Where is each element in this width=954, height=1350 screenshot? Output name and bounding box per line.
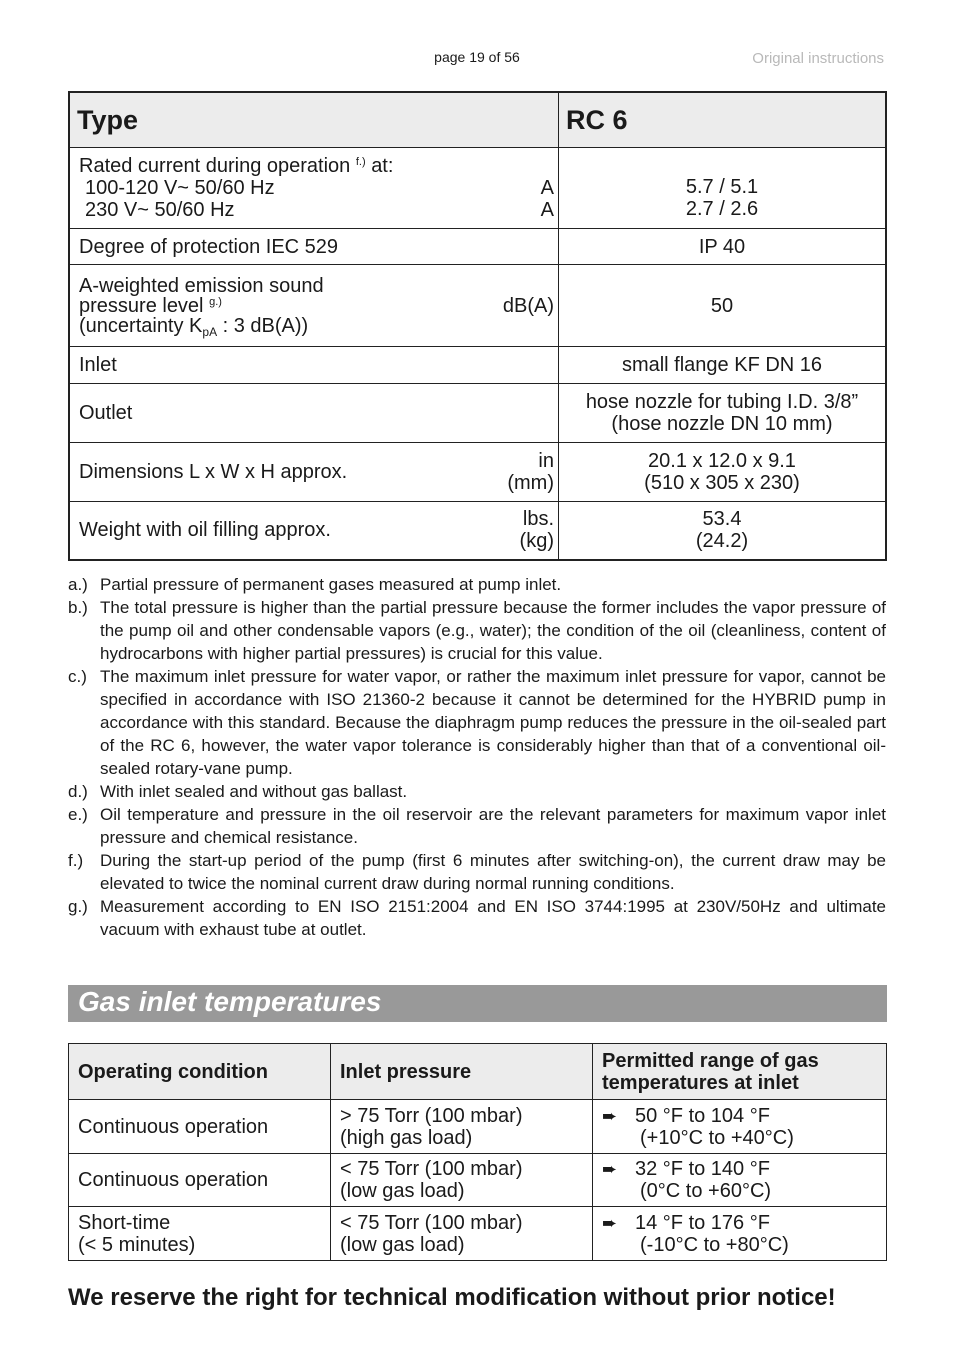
footnotes — [68, 573, 886, 941]
spec-row-dimensions: Dimensions L x W x H approx. in (mm) 20.1 x 12.0 x 9.1 (510 x 305 x 230) — [69, 443, 886, 502]
spec-table — [68, 91, 887, 561]
table-row: Continuous operation > 75 Torr (100 mbar) (high gas load) ➨ 50 °F to 104 °F (+10°C to +40°C) — [69, 1100, 887, 1154]
spec-header-row — [69, 92, 886, 148]
spec-row-protection: Degree of protection IEC 529 IP 40 — [69, 229, 886, 265]
spec-row-rated-current: Rated current during operation $^{f.)}$ at: 100-120 V~ 50/60 Hz A 230 V~ 50/60 Hz A 5.7 / 5.1 2.7 / 2.6 — [69, 148, 886, 229]
rated-current-label: Rated current during operation — [79, 155, 351, 177]
table-row: Short-time (< 5 minutes) < 75 Torr (100 mbar) (low gas load) ➨ 14 °F to 176 °F (-10°C to +80°C) — [69, 1207, 887, 1261]
rated-current-value-1: 5.7 / 5.1 — [685, 176, 759, 198]
footnote-e: e.) Oil temperature and pressure in the oil reservoir are the relevant parameters for maximum vapor inlet pressure and chemical resistance. — [68, 805, 886, 847]
rated-current-value-2: 2.7 / 2.6 — [685, 198, 759, 220]
doc-type-label: Original instructions — [752, 50, 884, 67]
gas-header-row: Operating condition Inlet pressure Permitted range of gas temperatures at inlet — [69, 1044, 887, 1100]
spec-row-sound: A-weighted emission sound pressure level $^{g.)}$ (uncertainty $K_{pA}$ : 3 dB(A)) dB(A) 50 — [69, 265, 886, 347]
section-heading-bar — [68, 985, 887, 1022]
spec-row-inlet: Inlet small flange KF DN 16 — [69, 347, 886, 384]
footnote-d: d.) With inlet sealed and without gas ballast. — [68, 782, 408, 801]
footnote-a: a.) Partial pressure of permanent gases measured at pump inlet. — [68, 575, 562, 594]
spec-row-weight: Weight with oil filling approx. lbs. (kg) 53.4 (24.2) — [69, 502, 886, 560]
footnote-g: g.) Measurement according to EN ISO 2151:2004 and EN ISO 3744:1995 at 230V/50Hz and ultimate vacuum with exhaust tube at outlet. — [68, 897, 886, 939]
type-header: Type — [69, 92, 559, 148]
inlet-value: small flange KF DN 16 — [559, 347, 887, 384]
section-title: Gas inlet temperatures — [78, 986, 382, 1017]
footnote-c: c.) The maximum inlet pressure for water vapor, or rather the maximum inlet pressure for vapor, cannot be specified in accordance with ISO 21360-2 because it cannot be determined for the HYBRID pump in accordance with this standard. Because the diaphragm pump reduces the pressure in the oil-sealed part of the RC 6, however, the water vapor tolerance is considerably higher than that of a conventional oil-sealed rotary-vane pump. — [68, 667, 886, 778]
arrow-icon: ➨ — [602, 1159, 618, 1179]
modification-notice: We reserve the right for technical modification without prior notice! — [68, 1284, 836, 1311]
arrow-icon: ➨ — [602, 1105, 618, 1126]
protection-value: IP 40 — [559, 229, 887, 265]
sound-value: 50 — [559, 265, 887, 347]
spec-row-outlet: Outlet hose nozzle for tubing I.D. 3/8” (hose nozzle DN 10 mm) — [69, 384, 886, 443]
gas-temperature-table — [68, 1043, 887, 1261]
model-header: RC 6 — [559, 92, 887, 148]
arrow-icon: ➨ — [602, 1212, 618, 1233]
table-row: Continuous operation < 75 Torr (100 mbar) (low gas load) ➨ 32 °F to 140 °F (0°C to +60°C) — [69, 1154, 887, 1207]
footnote-b: b.) The total pressure is higher than the partial pressure because the former includes the vapor pressure of the pump oil and other condensable vapors (e.g., water); the condition of the oil (cleanliness, content of hydrocarbons with higher partial pressures) is crucial for this value. — [68, 598, 886, 663]
footnote-f: f.) During the start-up period of the pump (first 6 minutes after switching-on), the current draw may be elevated to twice the nominal current draw during normal running conditions. — [68, 851, 886, 893]
page-number: page 19 of 56 — [434, 49, 520, 65]
